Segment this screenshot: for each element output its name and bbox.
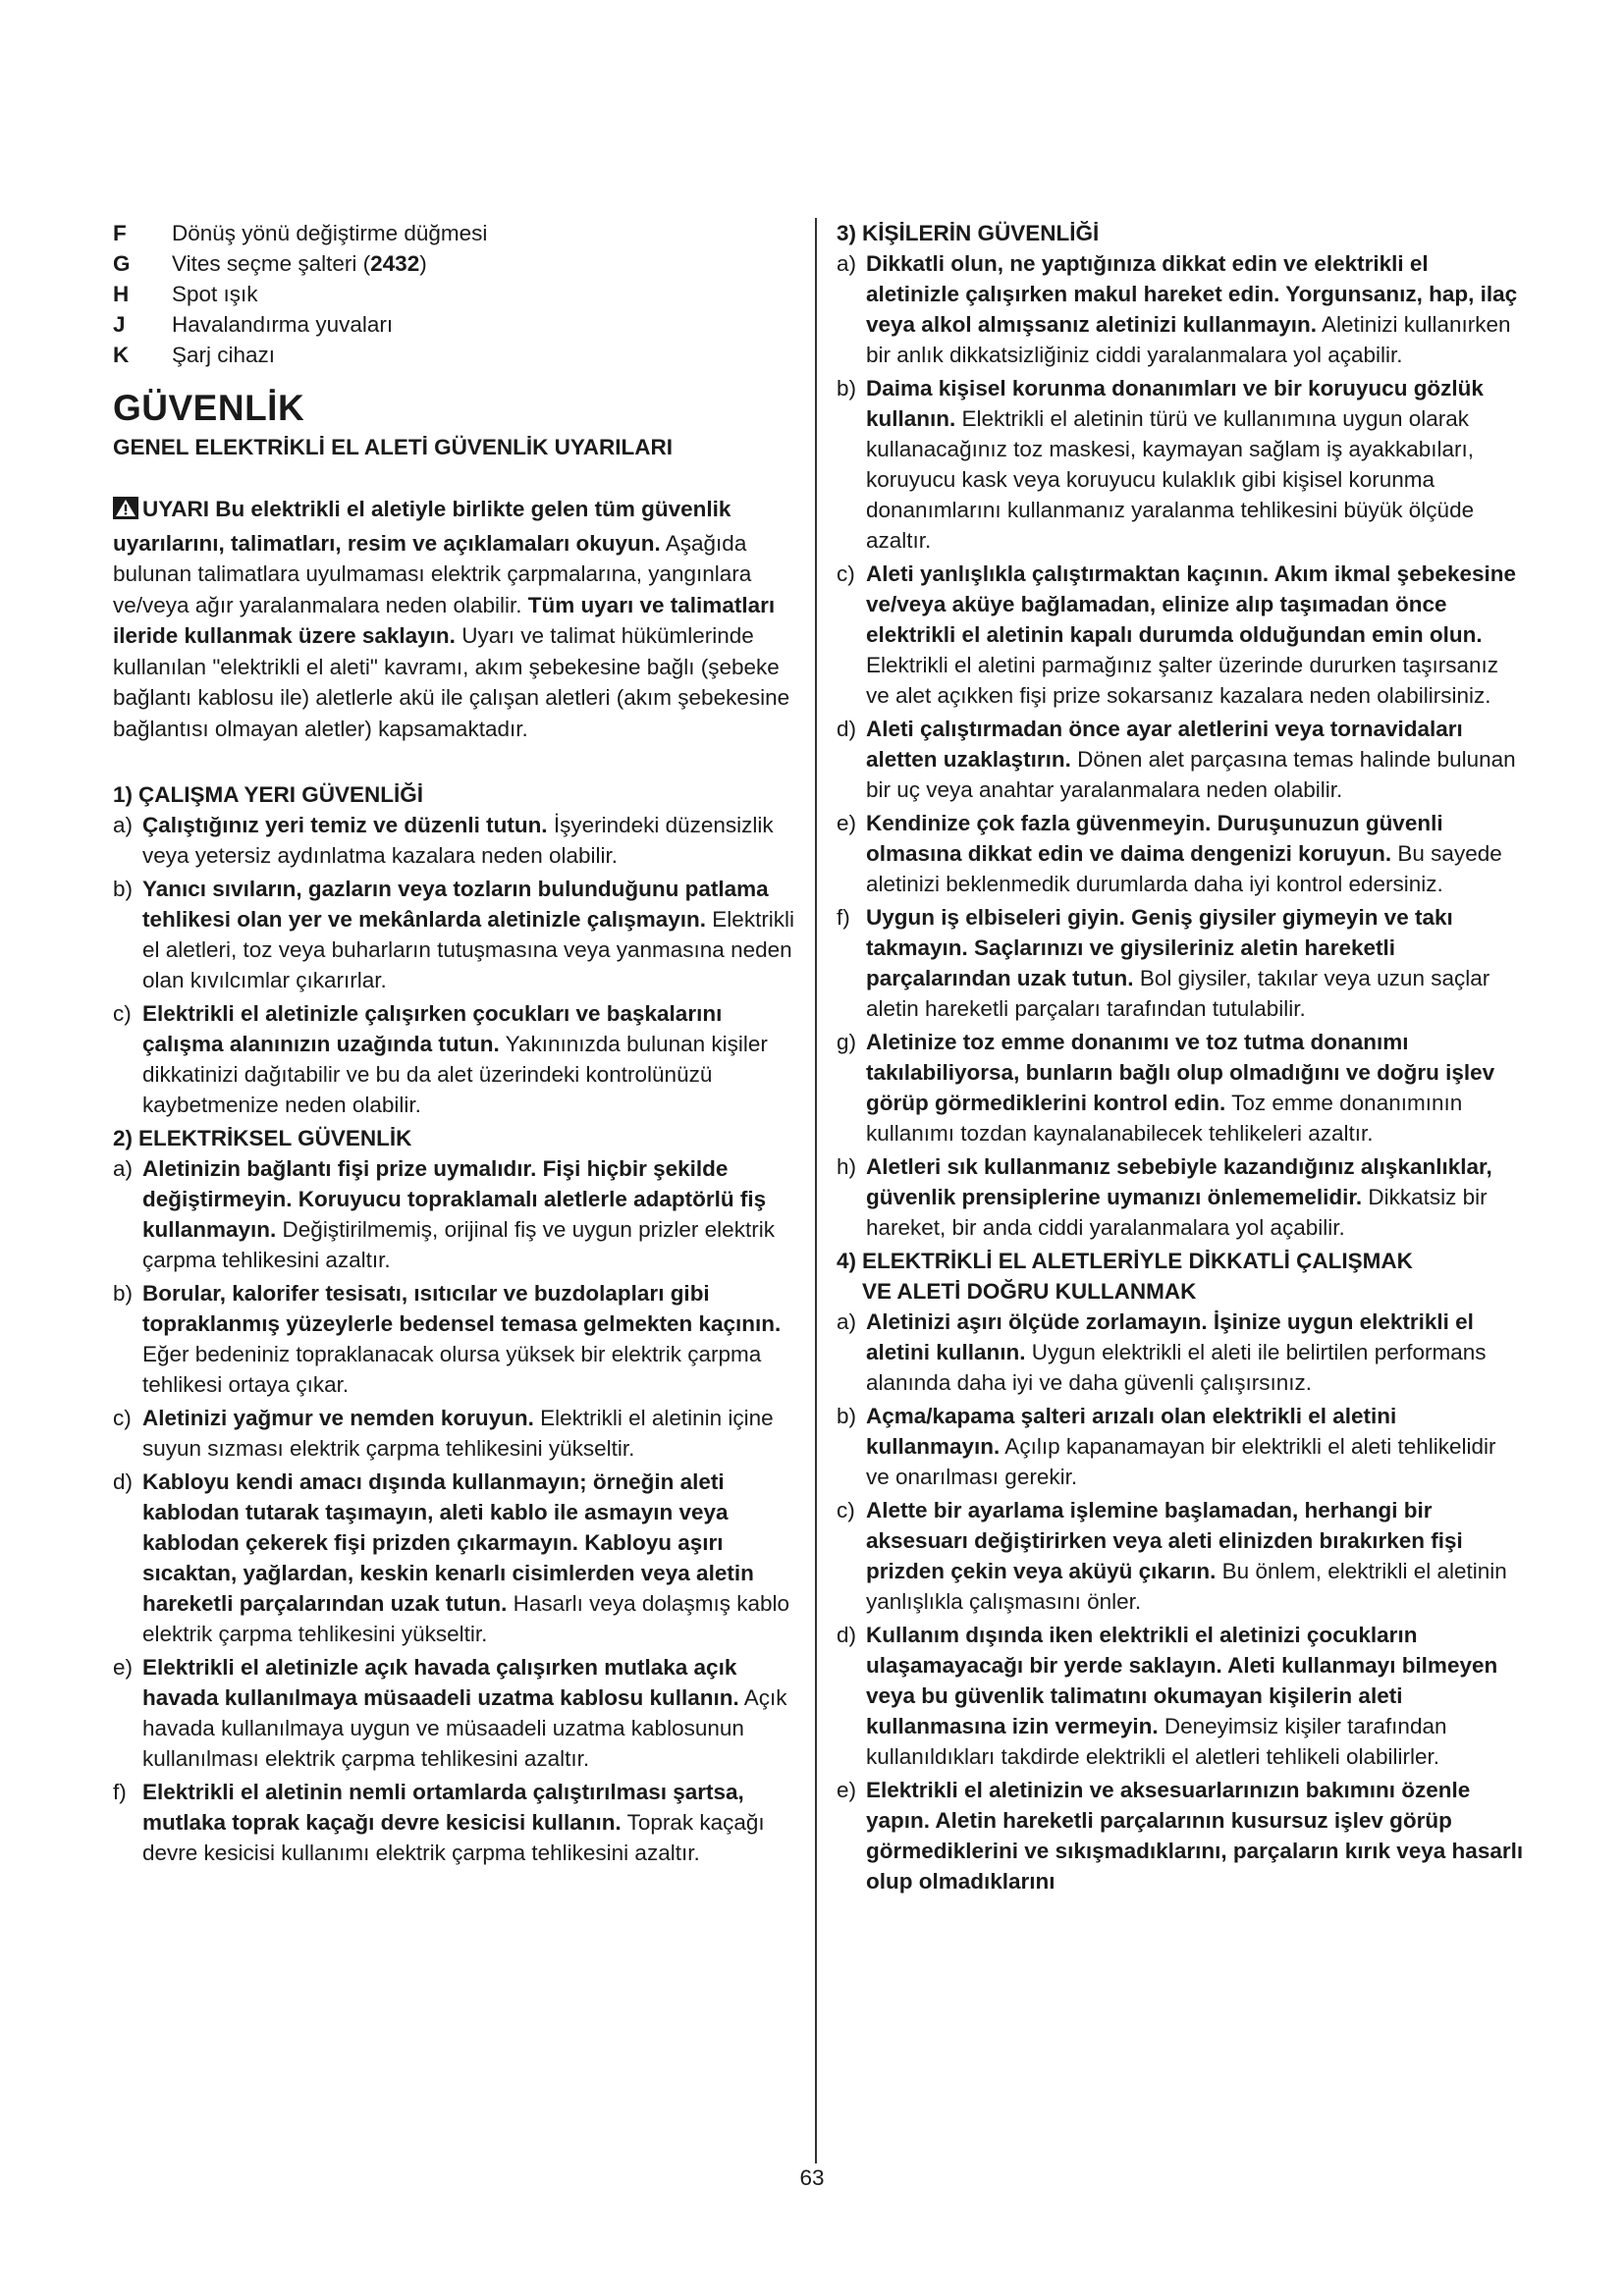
legend-label: Şarj cihazı [172, 343, 276, 367]
section-heading-tool-use: 4) ELEKTRİKLİ EL ALETLERİYLE DİKKATLİ ÇALIŞMAK [837, 1249, 1413, 1273]
list-item [113, 998, 795, 1120]
item-body: Elektrikli el aletinizle açık havada çalışırken mutlaka açık havada kullanılmaya müsaadeli uzatma kablosu kullanın. Açık havada kullanılmaya uygun ve müsaadeli uzatma kablosunun kullanılması elektrik çarpma tehlikesini azaltır. [142, 1655, 787, 1771]
item-letter: e) [113, 1655, 134, 1680]
item-body: Dikkatli olun, ne yaptığınıza dikkat edin ve elektrikli el aletinizle çalışırken makul hareket edin. Yorgunsanız, hap, ilaç veya alkol almışsanız aletinizi kullanmayın. Aletinizi kullanırken bir anlık dikkatsizliğiniz ciddi yaralanmalara yol açabilir. [866, 251, 1518, 367]
item-body: Daima kişisel korunma donanımları ve bir koruyucu gözlük kullanın. Elektrikli el aletinin türü ve kullanımına uygun olarak kullanacağınız toz maskesi, kaymayan sağlam iş ayakkabıları, koruyucu kask veya koruyucu kulaklık gibi kişisel korunma donanımlarını kullanmanız yaralanma tehlikesini büyük ölçüde azaltır. [866, 376, 1484, 553]
item-letter: f) [837, 905, 850, 930]
section-items-personal [837, 248, 1524, 1243]
list-item [837, 1620, 1524, 1772]
item-body: Açma/kapama şalteri arızalı olan elektrikli el aletini kullanmayın. Açılıp kapanamayan bir elektrikli el aleti tehlikelidir ve onarılması gerekir. [866, 1404, 1496, 1489]
section-heading-personal: 3) KİŞİLERİN GÜVENLİĞİ [837, 221, 1100, 245]
section-title: GÜVENLİK [113, 388, 305, 428]
section-subtitle: GENEL ELEKTRİKLİ EL ALETİ GÜVENLİK UYARILARI [113, 435, 674, 459]
item-body: Aletinizin bağlantı fişi prize uymalıdır. Fişi hiçbir şekilde değiştirmeyin. Koruyucu topraklamalı aletlerle adaptörlü fiş kullanmayın. Değiştirilmemiş, orijinal fiş ve uygun prizler elektrik çarpma tehlikesini azaltır. [142, 1156, 775, 1272]
list-item [113, 1652, 795, 1774]
list-item [113, 1777, 795, 1868]
item-body: Aletinizi aşırı ölçüde zorlamayın. İşinize uygun elektrikli el aletini kullanın. Uygun elektrikli el aleti ile belirtilen performans alanında daha iyi ve daha güvenli çalışırsınız. [866, 1309, 1487, 1395]
list-item [837, 1401, 1524, 1492]
item-letter: a) [837, 1309, 857, 1334]
item-letter: d) [837, 1623, 857, 1647]
item-letter: b) [113, 1281, 134, 1306]
item-body: Elektrikli el aletinin nemli ortamlarda çalıştırılması şartsa, mutlaka toprak kaçağı devre kesicisi kullanın. Toprak kaçağı devre kesicisi kullanımı elektrik çarpma tehlikesini azaltır. [142, 1780, 765, 1865]
column-divider [815, 218, 817, 2163]
list-item [113, 1467, 795, 1649]
item-body: Aletinize toz emme donanımı ve toz tutma donanımı takılabiliyorsa, bunların bağlı olup olmadığını ve doğru işlev görüp görmediklerini kontrol edin. Toz emme donanımının kullanımı tozdan kaynalanabilecek tehlikeleri azaltır. [866, 1030, 1495, 1146]
item-letter: b) [837, 376, 857, 400]
item-body: Elektrikli el aletinizin ve aksesuarlarınızın bakımını özenle yapın. Aletin hareketli parçalarının kusursuz işlev görüp görmediklerini ve sıkışmadıklarını, parçaların kırık veya hasarlı olup olmadıklarını [866, 1778, 1524, 1894]
component-legend [113, 218, 795, 370]
warning-bold-2: Tüm uyarı ve talimatları ileride kullanmak üzere saklayın. [113, 592, 776, 648]
section-heading-work-area: 1) ÇALIŞMA YERI GÜVENLİĞİ [113, 782, 424, 807]
legend-label: Vites seçme şalteri (2432) [172, 251, 427, 276]
list-item [837, 559, 1524, 711]
item-letter: a) [837, 251, 857, 276]
list-item [113, 1278, 795, 1400]
warning-bold-1: UYARI Bu elektrikli el aletiyle birlikte gelen tüm güvenlik uyarılarını, talimatları, resim ve açıklamaları okuyun. [113, 497, 731, 556]
list-item [837, 902, 1524, 1024]
list-item [837, 714, 1524, 805]
item-body: Uygun iş elbiseleri giyin. Geniş giysiler giymeyin ve takı takmayın. Saçlarınızı ve giysileriniz aletin hareketli parçalarından uzak tutun. Bol giysiler, takılar veya uzun saçlar aletin hareketli parçaları tarafından tutulabilir. [866, 905, 1490, 1021]
item-letter: h) [837, 1154, 857, 1179]
list-item [113, 874, 795, 995]
item-letter: d) [837, 717, 857, 741]
list-item [837, 1027, 1524, 1148]
item-letter: g) [837, 1030, 857, 1054]
list-item [837, 1495, 1524, 1617]
legend-label: Havalandırma yuvaları [172, 312, 394, 337]
item-body: Aleti yanlışlıkla çalıştırmaktan kaçının. Akım ikmal şebekesine ve/veya aküye bağlamadan, elinize alıp taşımadan önce elektrikli el aletinin kapalı durumda olduğundan emin olun. Elektrikli el aletini parmağınız şalter üzerinde dururken taşırsanız ve alet açıkken fişi prize sokarsanız kazalara neden olabilirsiniz. [866, 561, 1516, 708]
list-item [837, 248, 1524, 370]
list-item [113, 1153, 795, 1275]
list-item [837, 808, 1524, 899]
item-letter: a) [113, 813, 134, 837]
item-letter: e) [837, 811, 857, 835]
item-letter: c) [113, 1406, 132, 1430]
item-body: Aletleri sık kullanmanız sebebiyle kazandığınız alışkanlıklar, güvenlik prensiplerine uymanızı önlememelidir. Dikkatsiz bir hareket, bir anda ciddi yaralanmalara yol açabilir. [866, 1154, 1492, 1240]
legend-key: K [113, 343, 130, 367]
item-body: Kendinize çok fazla güvenmeyin. Duruşunuzun güvenli olmasına dikkat edin ve daima dengenizi koruyun. Bu sayede aletinizi beklenmedik durumlarda daha iyi kontrol edersiniz. [866, 811, 1502, 896]
section-items-tool-use [837, 1307, 1524, 1896]
legend-key: F [113, 221, 127, 245]
item-letter: d) [113, 1469, 134, 1494]
legend-key: H [113, 282, 130, 306]
section-heading-tool-use-line2: VE ALETİ DOĞRU KULLANMAK [862, 1279, 1197, 1304]
legend-label: Dönüş yönü değiştirme düğmesi [172, 221, 488, 245]
list-item [837, 1775, 1524, 1896]
item-body: Aleti çalıştırmadan önce ayar aletlerini veya tornavidaları aletten uzaklaştırın. Dönen alet parçasına temas halinde bulunan bir uç veya anahtar yaralanmalara neden olabilir. [866, 717, 1516, 802]
left-column [113, 218, 795, 1871]
item-letter: c) [113, 1001, 132, 1026]
item-letter: b) [837, 1404, 857, 1428]
list-item [113, 1403, 795, 1464]
item-body: Kullanım dışında iken elektrikli el aletinizi çocukların ulaşamayacağı bir yerde saklayın. Aleti kullanmayı bilmeyen veya bu güvenlik talimatını okumayan kişilerin aleti kullanmasına izin vermeyin. Deneyimsiz kişiler tarafından kullanıldıkları takdirde elektrikli el aletleri tehlikeli olabilirler. [866, 1623, 1498, 1769]
item-body: Kabloyu kendi amacı dışında kullanmayın; örneğin aleti kablodan tutarak taşımayın, aleti kablo ile asmayın veya kablodan çekerek fişi prizden çıkarmayın. Kabloyu aşırı sıcaktan, yağlardan, keskin kenarlı cisimlerden veya aletin hareketli parçalarından uzak tutun. Hasarlı veya dolaşmış kablo elektrik çarpma tehlikesini yükseltir. [142, 1469, 789, 1646]
legend-key: J [113, 312, 126, 337]
item-body: Çalıştığınız yeri temiz ve düzenli tutun. İşyerindeki düzensizlik veya yetersiz aydınlatma kazalara neden olabilir. [142, 813, 774, 868]
item-body: Alette bir ayarlama işlemine başlamadan, herhangi bir aksesuarı değiştirirken veya aleti elinizden bırakırken fişi prizden çekin veya aküyü çıkarın. Bu önlem, elektrikli el aletinin yanlışlıkla çalışmasını önler. [866, 1498, 1507, 1614]
list-item [837, 1151, 1524, 1243]
warning-paragraph [113, 494, 795, 744]
legend-key: G [113, 251, 131, 276]
item-letter: e) [837, 1778, 857, 1802]
item-body: Borular, kalorifer tesisatı, ısıtıcılar ve buzdolapları gibi topraklanmış yüzeylerle bedensel temasa gelmekten kaçının. Eğer bedeniniz topraklanacak olursa yüksek bir elektrik çarpma tehlikesi ortaya çıkar. [142, 1281, 782, 1397]
right-column [837, 218, 1524, 1899]
item-body: Aletinizi yağmur ve nemden koruyun. Elektrikli el aletinin içine suyun sızması elektrik çarpma tehlikesini yükseltir. [142, 1406, 774, 1461]
item-letter: a) [113, 1156, 134, 1181]
item-letter: f) [113, 1780, 127, 1804]
page-number: 63 [799, 2165, 825, 2190]
warning-triangle-icon [113, 497, 138, 528]
section-heading-electrical: 2) ELEKTRİKSEL GÜVENLİK [113, 1126, 412, 1150]
item-letter: c) [837, 1498, 855, 1522]
warning-text-1: Aşağıda bulunan talimatlara uyulmaması elektrik çarpmalarına, yangınlara ve/veya ağır yaralanmalara neden olabilir. [113, 530, 752, 617]
item-body: Elektrikli el aletinizle çalışırken çocukları ve başkalarını çalışma alanınızın uzağında tutun. Yakınınızda bulunan kişiler dikkatinizi dağıtabilir ve bu da alet üzerindeki kontrolünüzü kaybetmenize neden olabilir. [142, 1001, 768, 1117]
item-letter: c) [837, 561, 855, 586]
legend-label: Spot ışık [172, 282, 258, 306]
list-item [837, 1307, 1524, 1398]
list-item [837, 373, 1524, 556]
section-items-electrical [113, 1153, 795, 1868]
item-letter: b) [113, 877, 134, 901]
item-body: Yanıcı sıvıların, gazların veya tozların bulunduğunu patlama tehlikesi olan yer ve mekânlarda aletinizle çalışmayın. Elektrikli el aletleri, toz veya buharların tutuşmasına veya yanmasına neden olan kıvılcımlar çıkarırlar. [142, 877, 795, 992]
warning-text-2: Uyarı ve talimat hükümlerinde kullanılan "elektrikli el aleti" kavramı, akım şebekesine bağlı (şebeke bağlantı kablosu ile) aletlerle akü ile çalışan aletleri (akım şebekesine bağlantısı olmayan aletler) kapsamaktadır. [113, 623, 790, 741]
list-item [113, 810, 795, 871]
section-items-work-area [113, 810, 795, 1120]
